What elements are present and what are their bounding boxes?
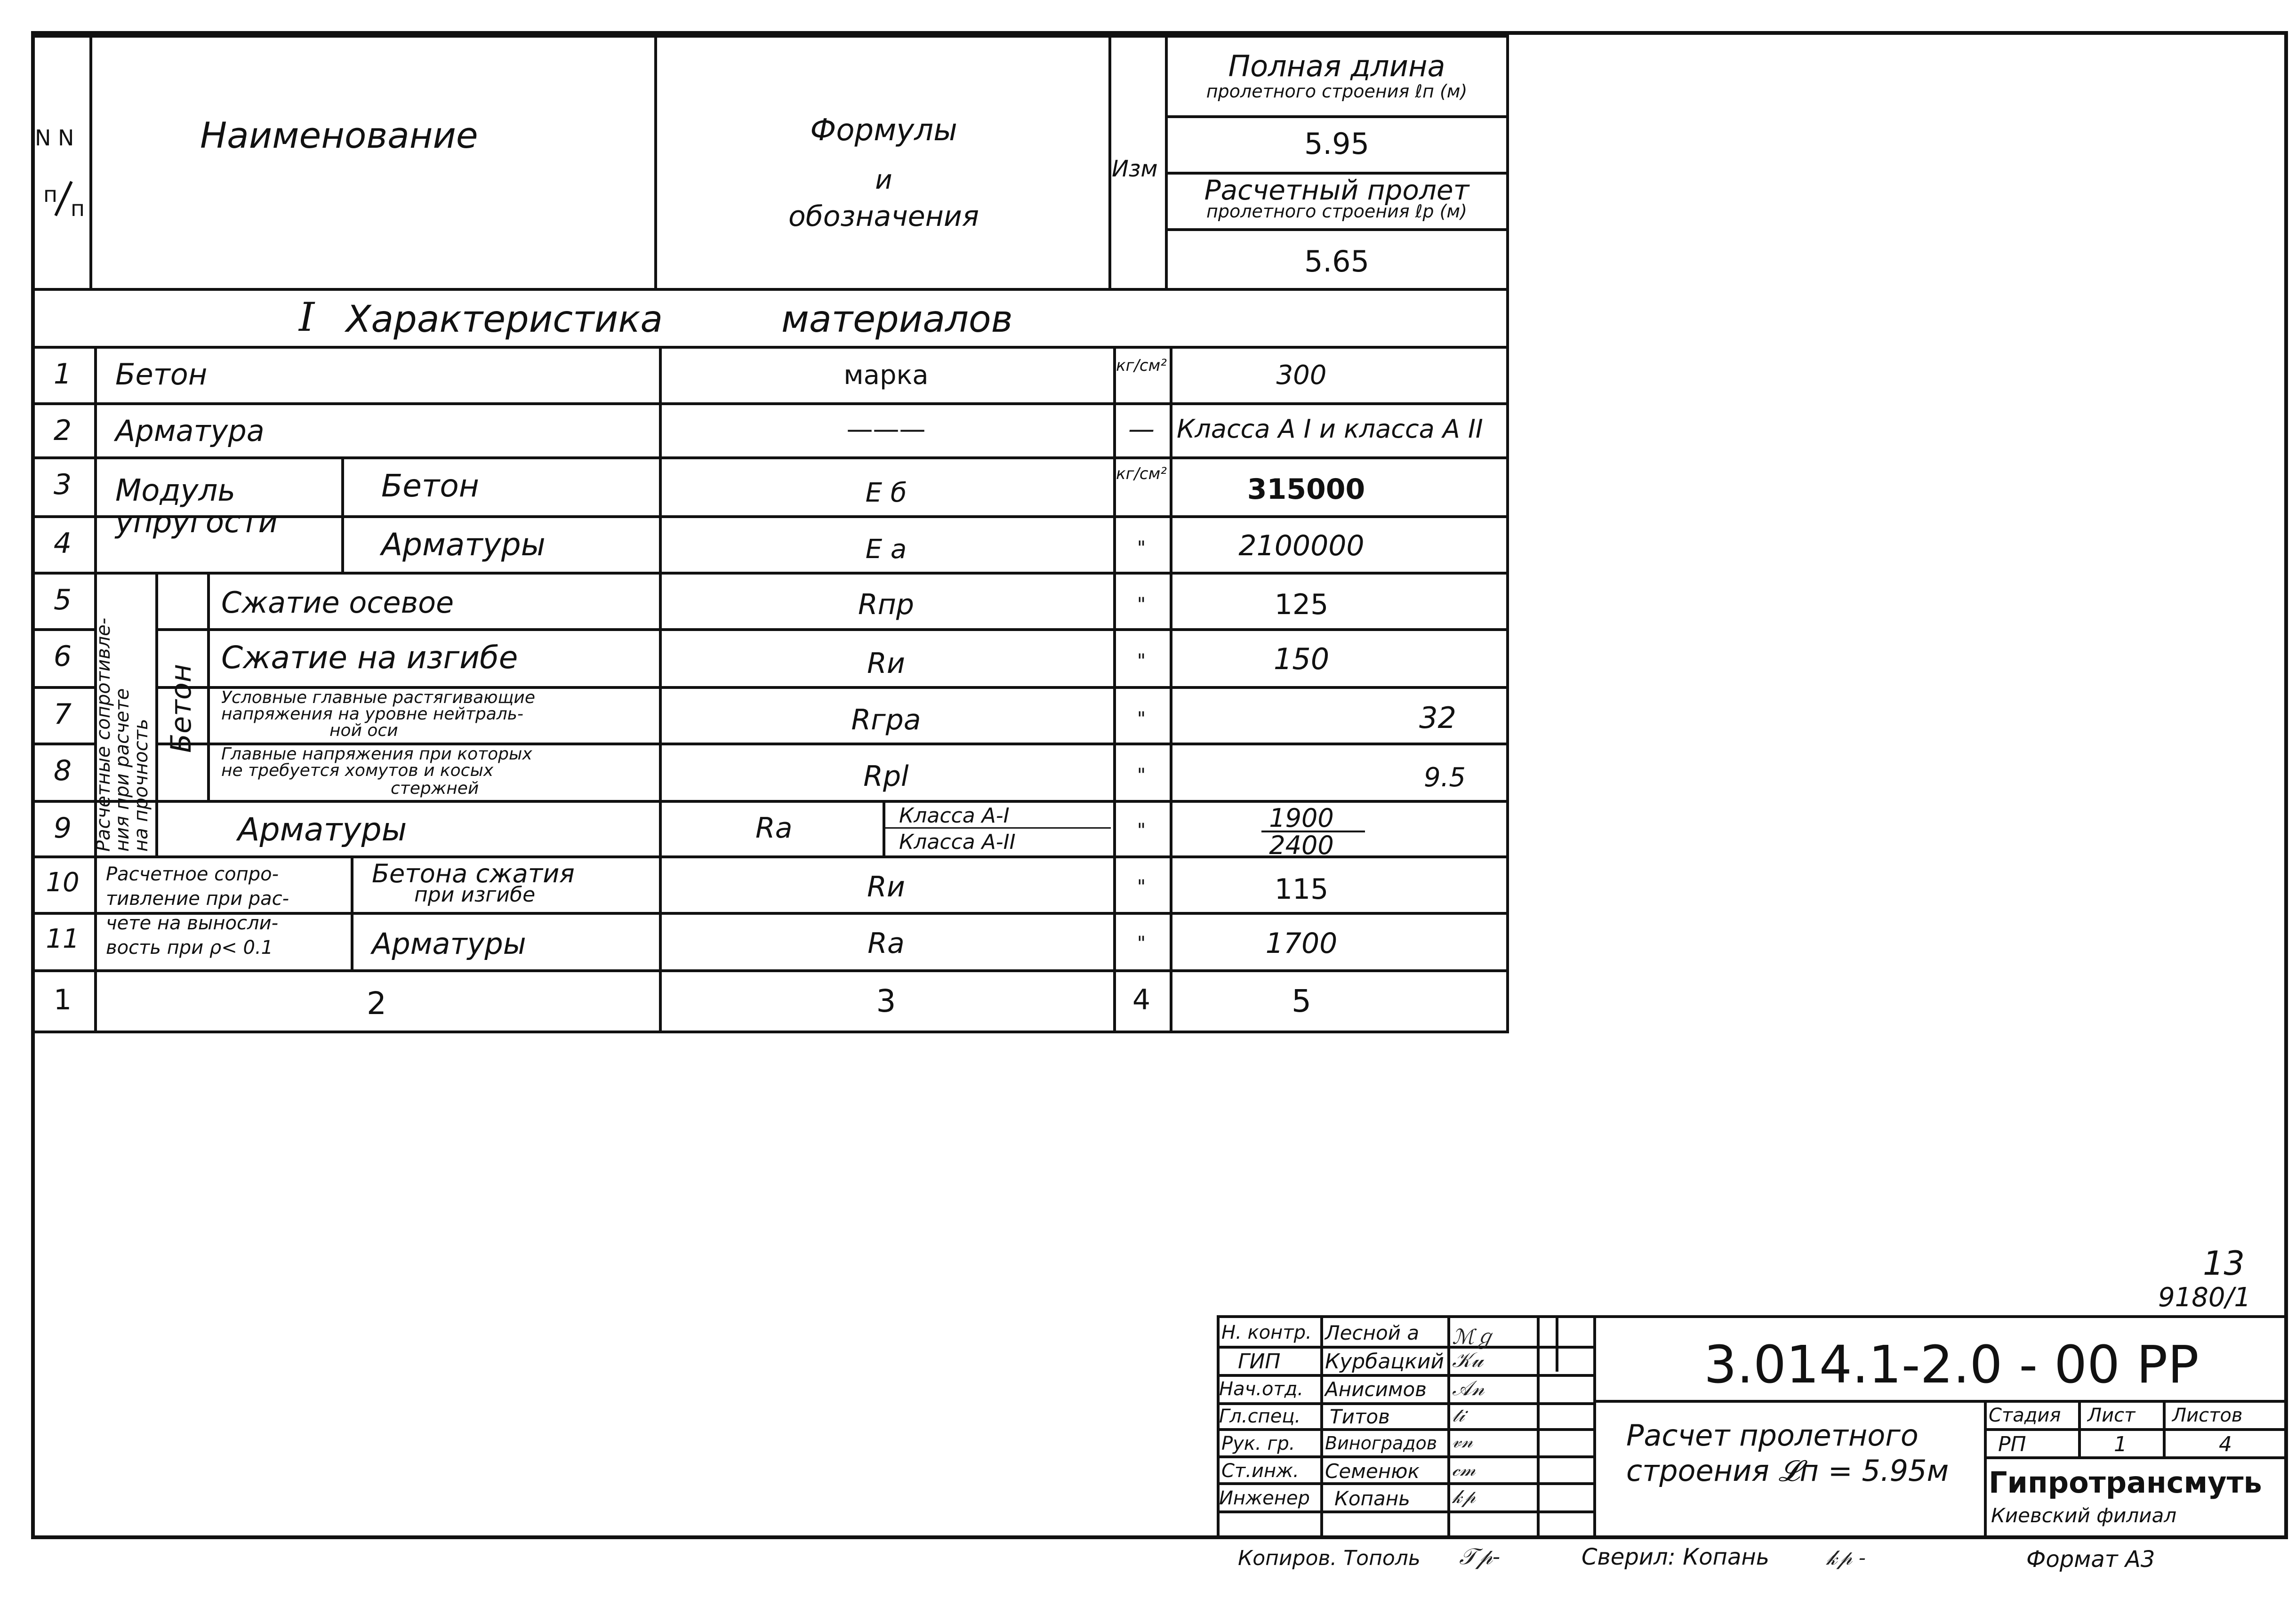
row-number: 6: [53, 640, 72, 673]
row-number: 2: [53, 414, 72, 447]
calc-resistance-label-2: ния при расчете: [112, 688, 133, 852]
role-label: Н. контр.: [1221, 1322, 1312, 1343]
drawing-frame: [31, 31, 2288, 1539]
value: 125: [1274, 588, 1329, 621]
row-name-line: Главные напряжения при которых: [221, 744, 532, 764]
value: 9.5: [1424, 762, 1466, 793]
row-number: 11: [46, 924, 80, 954]
row-number: 7: [53, 698, 72, 731]
header-name: Наименование: [200, 114, 478, 156]
role-label: Рук. гр.: [1221, 1433, 1295, 1454]
formula: Е б: [865, 478, 907, 508]
person-name: Лесной а: [1325, 1321, 1420, 1344]
row-number: 3: [53, 468, 72, 501]
value: 115: [1274, 873, 1329, 906]
formula: Rрl: [863, 760, 909, 793]
row-name: Сжатие на изгибе: [221, 639, 518, 676]
header-design-span-2: пролетного строения ℓр (м): [1206, 201, 1467, 222]
row-number: 1: [53, 358, 72, 391]
organization-branch: Киевский филиал: [1991, 1504, 2177, 1527]
value: 32: [1419, 701, 1456, 735]
sheet-label: Лист: [2087, 1405, 2135, 1426]
row-name-line: напряжения на уровне нейтраль-: [221, 704, 524, 724]
row-name: Арматуры: [372, 927, 526, 961]
armature-class-1: Класса А-I: [899, 804, 1010, 828]
full-length-value: 5.95: [1304, 127, 1370, 161]
row-number: 5: [53, 583, 72, 616]
value: 300: [1276, 360, 1327, 391]
section-roman: I: [299, 294, 315, 340]
header-pp-top: п: [43, 182, 58, 207]
formula: марка: [843, 360, 929, 391]
formula: Rпр: [858, 588, 914, 621]
column-number: 2: [367, 985, 386, 1022]
unit: кг/см²: [1116, 464, 1167, 483]
row-name-line: не требуется хомутов и косых: [221, 761, 494, 780]
formula: Е а: [865, 534, 907, 565]
calc-resistance-label-1: Расчетные сопротивле-: [93, 617, 114, 852]
copied-by: Копиров. Тополь: [1238, 1546, 1421, 1570]
signature-icon: 𝒯𝓅-: [1459, 1543, 1501, 1570]
row-name: Сжатие осевое: [221, 585, 454, 620]
row-name-line: Условные главные растягивающие: [221, 688, 535, 707]
fatigue-group-line: чете на выносли-: [106, 912, 279, 934]
row-name: Бетон: [115, 357, 208, 392]
organization-name: Гипротрансмуть: [1989, 1465, 2262, 1500]
armature-class-2: Класса А-II: [899, 830, 1016, 854]
title-line: Расчет пролетного: [1626, 1418, 1919, 1453]
row-name-line: ной оси: [329, 721, 398, 740]
sheets-value: 4: [2219, 1432, 2232, 1456]
row-number: 10: [46, 867, 80, 898]
person-name: Копань: [1334, 1487, 1410, 1510]
section-title-1: Характеристика: [346, 298, 663, 341]
unit: ": [1137, 650, 1146, 672]
role-label: Гл.спец.: [1219, 1406, 1301, 1427]
row-name: Бетон: [381, 468, 479, 504]
header-formulas-3: обозначения: [788, 200, 979, 233]
role-label: Инженер: [1219, 1487, 1310, 1509]
document-code: 3.014.1-2.0 - 00 РР: [1704, 1334, 2199, 1395]
unit: ": [1137, 708, 1146, 730]
unit: кг/см²: [1116, 356, 1167, 375]
signature-icon: 𝓀𝓅: [1452, 1486, 1476, 1508]
formula: Ra: [867, 927, 905, 960]
header-formulas-2: и: [875, 165, 892, 195]
unit: ": [1137, 820, 1146, 841]
column-number: 1: [53, 983, 72, 1016]
signature-icon: 𝒦𝓊: [1452, 1348, 1483, 1372]
fatigue-group-line: Расчетное сопро-: [106, 863, 279, 885]
person-name: Виноградов: [1325, 1433, 1437, 1454]
value: 2400: [1269, 831, 1334, 860]
unit: ": [1137, 933, 1146, 954]
stage-value: РП: [1998, 1432, 2026, 1456]
unit: —: [1128, 414, 1155, 445]
sheets-label: Листов: [2172, 1405, 2243, 1426]
signature-icon: 𝒜𝓃: [1452, 1376, 1485, 1400]
row-name: Арматуры: [238, 811, 407, 848]
formula: ———: [846, 414, 926, 445]
role-label: ГИП: [1238, 1350, 1281, 1374]
column-number: 5: [1292, 983, 1311, 1019]
unit: ": [1137, 765, 1146, 786]
archive-number: 9180/1: [2158, 1282, 2251, 1313]
row-name: Арматура: [115, 414, 265, 448]
value: 315000: [1247, 473, 1365, 506]
signature-icon: ℳℊ: [1452, 1325, 1495, 1349]
person-name: Семенюк: [1325, 1460, 1420, 1483]
value: 1900: [1269, 803, 1334, 833]
signature-icon: 𝓀𝓅 -: [1826, 1546, 1866, 1570]
header-full-length-1: Полная длина: [1228, 49, 1445, 83]
header-unit: Изм: [1112, 156, 1158, 182]
header-formulas-1: Формулы: [810, 113, 957, 148]
unit: ": [1137, 537, 1146, 559]
stage-label: Стадия: [1989, 1405, 2061, 1426]
header-pp-bottom: п: [71, 196, 85, 221]
section-title-2: материалов: [781, 298, 1013, 341]
value: 1700: [1265, 927, 1338, 960]
header-full-length-2: пролетного строения ℓп (м): [1206, 81, 1468, 102]
concrete-vertical-label: Бетон: [165, 664, 198, 753]
calc-resistance-label-3: на прочность: [130, 719, 152, 852]
signature-icon: 𝓉𝒾: [1452, 1405, 1465, 1426]
formula: Rи: [867, 647, 905, 680]
row-number: 4: [53, 527, 72, 560]
person-name: Анисимов: [1325, 1378, 1427, 1401]
person-name: Курбацкий: [1325, 1350, 1445, 1374]
value: 2100000: [1238, 529, 1365, 562]
row-group-label: Модуль упругости: [115, 473, 278, 540]
design-span-value: 5.65: [1304, 244, 1370, 279]
formula: Rгрa: [851, 703, 921, 736]
value: 150: [1273, 642, 1330, 676]
header-nn: N N: [35, 125, 74, 151]
signature-icon: 𝓋𝓃: [1452, 1430, 1473, 1452]
person-name: Титов: [1330, 1405, 1390, 1428]
title-line: строения 𝓛п = 5.95м: [1626, 1454, 1949, 1488]
unit: ": [1137, 876, 1146, 898]
column-number: 3: [876, 983, 896, 1019]
formula: Ra: [755, 812, 793, 845]
row-name: Арматуры: [381, 527, 546, 563]
sheet-format: Формат А3: [2026, 1546, 2155, 1573]
sheet-number: 13: [2203, 1244, 2245, 1283]
row-name-line: при изгибе: [414, 883, 536, 907]
row-number: 8: [53, 754, 72, 787]
fatigue-group-line: вость при ρ< 0.1: [106, 937, 273, 959]
value: Класса А I и класса А II: [1177, 414, 1483, 444]
row-name: Бетона сжатия: [372, 859, 575, 888]
role-label: Нач.отд.: [1219, 1378, 1304, 1400]
sheet-value: 1: [2114, 1432, 2127, 1456]
row-name-line: стержней: [391, 779, 479, 798]
role-label: Ст.инж.: [1221, 1460, 1299, 1482]
header-design-span-1: Расчетный пролет: [1204, 174, 1469, 206]
column-number: 4: [1132, 983, 1151, 1016]
checked-by: Сверил: Копань: [1582, 1544, 1770, 1570]
unit: ": [1137, 594, 1146, 615]
row-number: 9: [53, 812, 72, 845]
signature-icon: 𝒸𝓂: [1452, 1459, 1476, 1480]
formula: Rи: [867, 871, 905, 903]
fatigue-group-line: тивление при рас-: [106, 888, 289, 910]
